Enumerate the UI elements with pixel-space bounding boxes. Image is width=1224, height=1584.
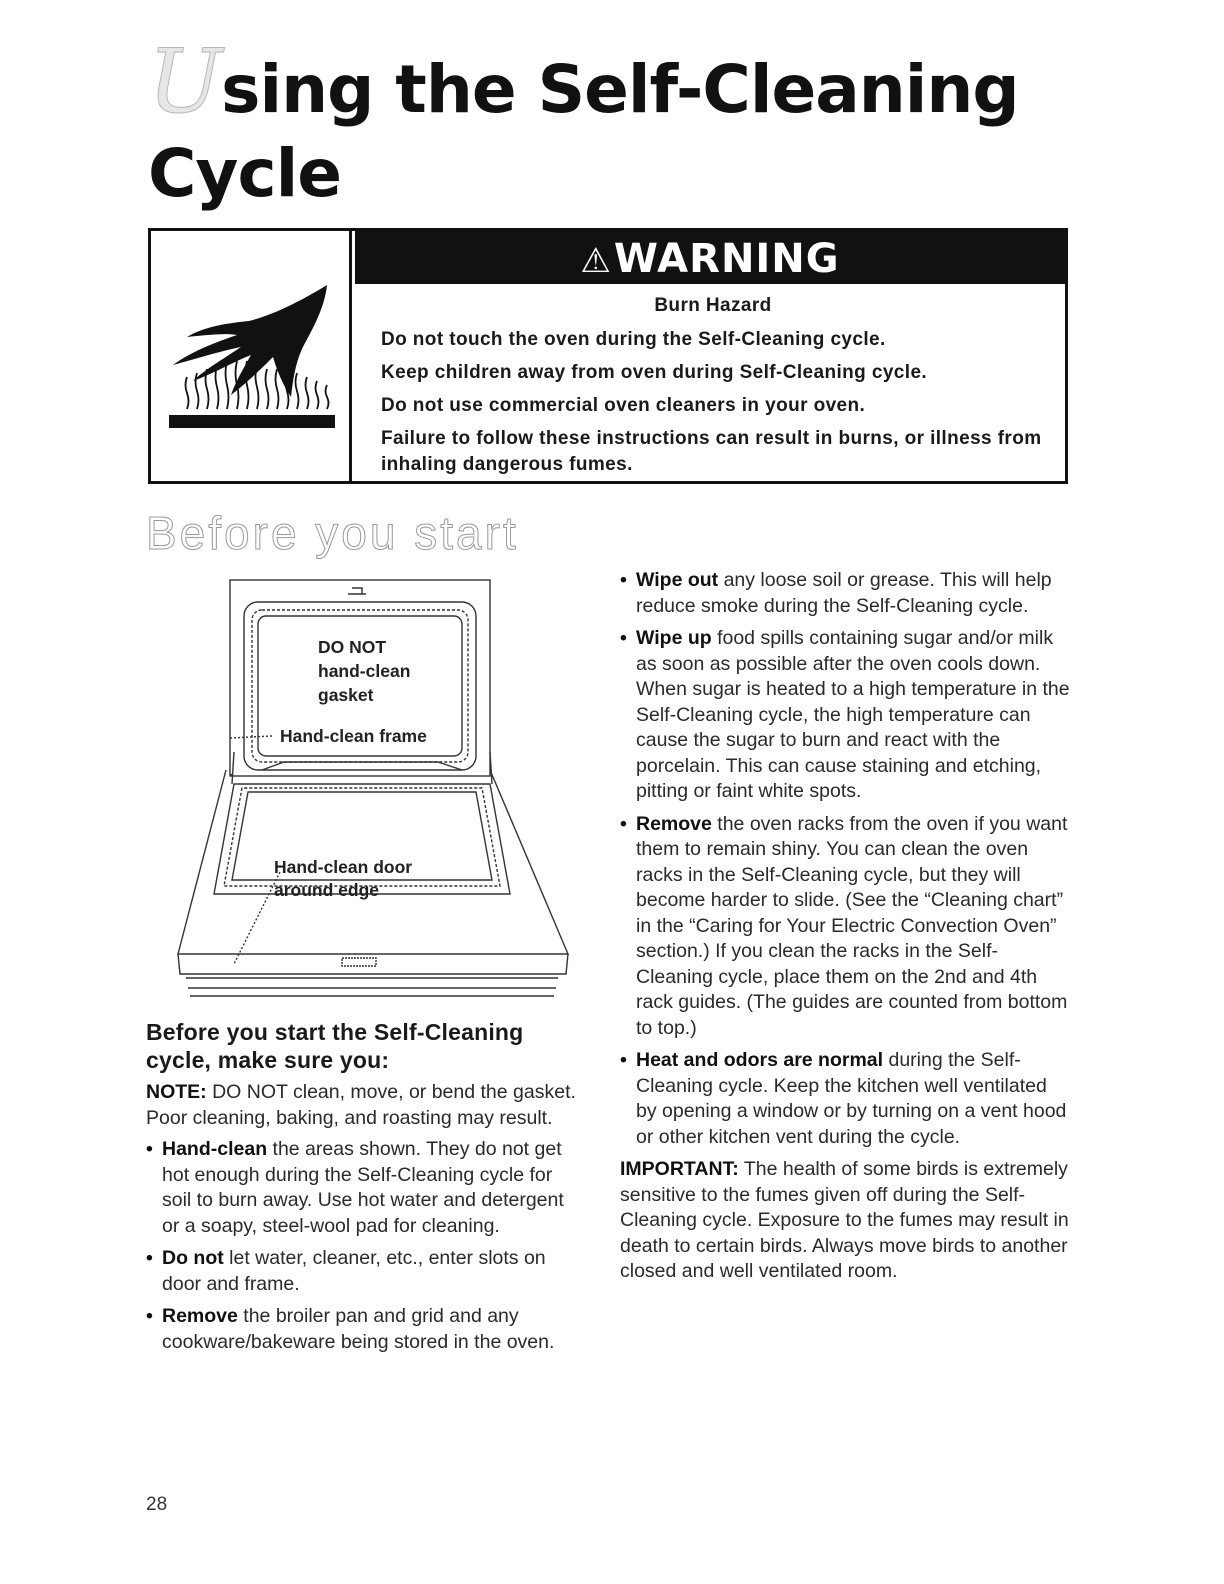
right-column: [620, 568, 1070, 1291]
warning-line: Do not use commercial oven cleaners in your oven.: [381, 395, 866, 416]
callout-frame: Hand-clean frame: [280, 726, 427, 746]
list-item: • Wipe up food spills containing sugar and/or milk as soon as possible after the oven cools down. When sugar is heated to a high temperature in the Self-Cleaning cycle, the high temperature can cause the sugar to burn and react with the porcelain. This can cause staining and etching, pitting or faint white spots.: [620, 627, 1070, 802]
callout-gasket-line: hand-clean: [318, 661, 411, 681]
title-line-2: Cycle: [148, 135, 341, 212]
warning-line: Do not touch the oven during the Self-Cleaning cycle.: [381, 329, 886, 350]
list-item: • Hand-clean the areas shown. They do not get hot enough during the Self-Cleaning cycle for soil to burn away. Use hot water and detergent or a soapy, steel-wool pad for cleaning.: [146, 1138, 564, 1237]
list-item: • Remove the oven racks from the oven if you want them to remain shiny. You can clean the oven racks in the Self-Cleaning cycle, but they will become harder to slide. (See the “Cleaning chart” in the “Caring for Your Electric Convection Oven” section.) If you clean the racks in the Self-Cleaning cycle, place them on the 2nd and 4th rack guides. (The guides are counted from bottom to top.): [620, 812, 1068, 1039]
list-item: • Wipe out any loose soil or grease. This will help reduce smoke during the Self-Cleaning cycle.: [620, 569, 1052, 617]
oven-diagram: [172, 574, 572, 1004]
warning-line: Failure to follow these instructions can result in burns, or illness from inhaling dangerous fumes.: [381, 428, 1042, 475]
warning-triangle-icon: ⚠: [580, 241, 612, 281]
left-bullet-list: [146, 1137, 586, 1355]
page-number: 28: [146, 1494, 168, 1515]
hazard-title: Burn Hazard: [654, 295, 772, 316]
note-paragraph: NOTE: DO NOT clean, move, or bend the gasket. Poor cleaning, baking, and roasting may result.: [146, 1081, 576, 1129]
title-line-1: Using the Self-Cleaning: [148, 30, 1019, 133]
page-title: [148, 30, 1148, 216]
decorative-initial: U: [148, 30, 222, 133]
callout-gasket-line: gasket: [318, 685, 374, 705]
callout-door-line: Hand-clean door: [274, 857, 413, 877]
warning-body: [381, 293, 1045, 485]
warning-header: ⚠WARNING: [355, 231, 1065, 284]
list-item: • Heat and odors are normal during the Self-Cleaning cycle. Keep the kitchen well ventilated by opening a window or by turning on a vent hood or other kitchen vent during the cycle.: [620, 1049, 1067, 1148]
list-item: • Do not let water, cleaner, etc., enter slots on door and frame.: [146, 1247, 546, 1295]
list-item: • Remove the broiler pan and grid and any cookware/bakeware being stored in the oven.: [146, 1305, 555, 1353]
warning-box: [148, 228, 1068, 484]
left-column: [146, 1018, 586, 1362]
callout-door-line: around edge: [274, 880, 380, 900]
burn-hazard-icon: [151, 231, 352, 481]
before-start-heading: Before you start the Self-Cleaning cycle, make sure you:: [146, 1019, 524, 1073]
callout-gasket-line: DO NOT: [318, 637, 387, 657]
warning-line: Keep children away from oven during Self-Cleaning cycle.: [381, 362, 928, 383]
important-paragraph: IMPORTANT: The health of some birds is extremely sensitive to the fumes given off during the Self-Cleaning cycle. Exposure to the fumes may result in death to certain birds. Always move birds to another closed and well ventilated room.: [620, 1158, 1069, 1282]
right-bullet-list: [620, 568, 1070, 1150]
section-title: Before you start: [146, 507, 519, 559]
